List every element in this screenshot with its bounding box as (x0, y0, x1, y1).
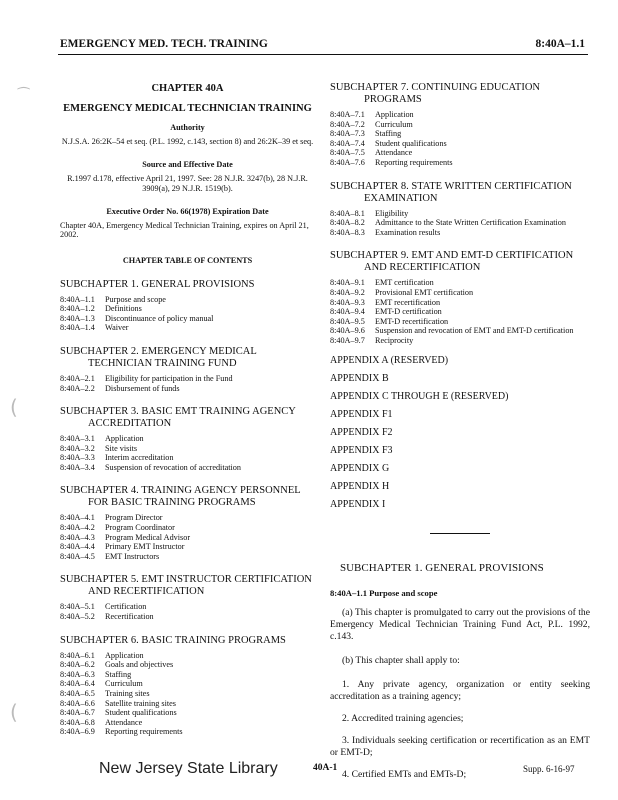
section-number: 8:40A–4.2 (60, 523, 95, 533)
toc-row (330, 218, 590, 228)
section-heading: 8:40A–1.1 Purpose and scope (330, 588, 438, 599)
subchapter-title-text: SUBCHAPTER 2. EMERGENCY MEDICAL (60, 345, 257, 357)
page-number: 40A-1 (313, 763, 338, 773)
section-title: Curriculum (105, 679, 143, 689)
subchapter-title (60, 279, 315, 291)
subchapter-title (330, 181, 590, 205)
toc-row (60, 542, 315, 552)
section-number: 8:40A–9.2 (330, 287, 365, 297)
subchapter-entry (60, 406, 315, 472)
appendix-entry: APPENDIX G (330, 462, 390, 474)
source-text: R.1997 d.178, effective April 21, 1997. See: 28 N.J.R. 3247(b), 28 N.J.R. 3909(a), 29 N.J.R. 1519(b). (67, 173, 308, 193)
subchapter-title-text: SUBCHAPTER 9. EMT AND EMT-D CERTIFICATION (330, 250, 574, 262)
authority-text: N.J.S.A. 26:2K–54 et seq. (P.L. 1992, c.143, section 8) and 26:2K–39 et seq. (61, 136, 314, 146)
paragraph-b: (b) This chapter shall apply to: (342, 654, 460, 666)
section-number: 8:40A–1.2 (60, 304, 95, 314)
section-title: Program Medical Advisor (105, 532, 191, 542)
subchapter-title (330, 250, 590, 274)
subchapter-title-text: SUBCHAPTER 6. BASIC TRAINING PROGRAMS (60, 634, 286, 646)
subchapter-title (60, 346, 315, 370)
section-title: Examination results (375, 227, 441, 237)
section-title: Recertification (105, 612, 154, 622)
appendix-entry: APPENDIX F2 (330, 426, 393, 438)
toc-row (60, 699, 315, 709)
section-title: Eligibility (375, 208, 409, 218)
section-title: EMT-D certification (375, 307, 442, 317)
section-number: 8:40A–3.2 (60, 443, 95, 453)
toc-row (60, 523, 315, 533)
section-title: Waiver (105, 323, 129, 333)
toc-row (60, 463, 315, 473)
section-list (330, 278, 590, 345)
section-title: Student qualifications (375, 138, 447, 148)
toc-row (60, 374, 315, 384)
appendix-entry: APPENDIX B (330, 372, 389, 384)
toc-row (60, 708, 315, 718)
subchapter-entry (60, 346, 315, 393)
toc-row (60, 718, 315, 728)
section-title: Discontinuance of policy manual (105, 313, 214, 323)
section-title: EMT recertification (375, 297, 441, 307)
section-title: EMT certification (375, 278, 434, 288)
subchapter-title-continued: PROGRAMS (364, 94, 422, 105)
toc-row (60, 295, 315, 305)
subchapter-entry (60, 635, 315, 737)
toc-row (60, 384, 315, 394)
toc-row (330, 288, 590, 298)
section-number: 8:40A–7.1 (330, 110, 365, 119)
subchapter-title (330, 82, 590, 106)
header-rule (58, 54, 588, 55)
toc-row (60, 304, 315, 314)
section-list (60, 374, 315, 393)
section-title: Training sites (105, 689, 150, 698)
section-title: Curriculum (375, 119, 413, 129)
section-number: 8:40A–6.1 (60, 650, 95, 660)
section-title: Program Director (105, 513, 163, 523)
authority-heading: Authority (170, 123, 205, 133)
section-number: 8:40A–3.3 (60, 453, 95, 463)
section-title: Site visits (105, 443, 138, 453)
section-number: 8:40A–2.2 (60, 383, 95, 393)
appendix-entry: APPENDIX A (RESERVED) (330, 354, 449, 366)
toc-row (330, 148, 590, 158)
section-title: Suspension and revocation of EMT and EMT-D certification (375, 326, 574, 336)
appendix-entry: APPENDIX F3 (330, 444, 393, 456)
toc-row (60, 552, 315, 562)
section-divider (430, 533, 490, 534)
section-title: Disbursement of funds (105, 383, 180, 393)
section-title: Certification (105, 602, 147, 612)
toc-row (330, 110, 590, 120)
section-number: 8:40A–8.1 (330, 208, 365, 218)
section-number: 8:40A–4.1 (60, 513, 95, 523)
toc-row (60, 314, 315, 324)
toc-row (60, 323, 315, 333)
item-2: 2. Accredited training agencies; (342, 712, 464, 724)
subchapter-title-continued: ACCREDITATION (88, 418, 172, 430)
section-number: 8:40A–3.1 (60, 434, 95, 444)
section-list (60, 295, 315, 333)
toc-row (330, 278, 590, 288)
section-number: 8:40A–9.5 (330, 316, 365, 326)
section-title: Application (105, 650, 144, 660)
section-number: 8:40A–3.4 (60, 462, 95, 472)
section-title: Program Coordinator (105, 523, 175, 533)
margin-mark: ⁀ (18, 88, 30, 104)
section-list (60, 602, 315, 621)
section-title: Attendance (375, 148, 413, 158)
subchapter-title-text: SUBCHAPTER 4. TRAINING AGENCY PERSONNEL (60, 485, 301, 497)
toc-row (60, 689, 315, 699)
chapter-title: EMERGENCY MEDICAL TECHNICIAN TRAINING (63, 102, 312, 114)
library-stamp: New Jersey State Library (99, 760, 278, 777)
section-list (330, 110, 590, 168)
toc-row (330, 317, 590, 327)
subchapter-title (60, 635, 315, 647)
toc-row (330, 326, 590, 336)
section-title: Reporting requirements (375, 157, 453, 167)
appendix-entry: APPENDIX H (330, 480, 390, 492)
section-number: 8:40A–6.4 (60, 679, 95, 689)
subchapter-entry (330, 250, 590, 345)
section-title: Attendance (105, 717, 143, 727)
subchapter-title-continued: TECHNICIAN TRAINING FUND (88, 357, 237, 369)
toc-row (330, 228, 590, 238)
section-number: 8:40A–4.5 (60, 551, 95, 561)
section-title: Provisional EMT certification (375, 287, 474, 297)
toc-right-list (330, 82, 590, 346)
section-number: 8:40A–5.2 (60, 612, 95, 622)
page-footer (0, 760, 618, 780)
section-title: Staffing (105, 669, 132, 679)
toc-row (60, 727, 315, 737)
toc-row (60, 612, 315, 622)
section-title: Reciprocity (375, 335, 414, 345)
subchapter-entry (60, 279, 315, 333)
section-number: 8:40A–8.2 (330, 218, 365, 228)
section-title: Purpose and scope (105, 294, 166, 304)
toc-row (60, 513, 315, 523)
section-number: 8:40A–9.1 (330, 278, 365, 288)
section-title: Application (105, 434, 144, 444)
toc-row (60, 444, 315, 454)
section-title: Student qualifications (105, 708, 177, 718)
toc-row (60, 533, 315, 543)
appendix-list (330, 354, 590, 511)
section-number: 8:40A–1.1 (60, 294, 95, 304)
section-title: Staffing (375, 129, 402, 139)
item-3: 3. Individuals seeking certification or recertification as an EMT or EMT-D; (330, 734, 590, 758)
subchapter-entry (330, 82, 590, 168)
section-list (60, 513, 315, 561)
section-list (60, 651, 315, 737)
subchapter-entry (60, 485, 315, 561)
subchapter-title (60, 485, 315, 509)
item-1: 1. Any private agency, organization or entity seeking accreditation as a training agency; (330, 678, 590, 702)
section-title: Suspension of revocation of accreditation (105, 462, 241, 472)
section-title: Reporting requirements (105, 727, 183, 737)
section-number: 8:40A–6.3 (60, 669, 95, 679)
section-title: EMT-D recertification (375, 316, 449, 326)
source-heading: Source and Effective Date (142, 160, 233, 170)
subchapter-title-text: SUBCHAPTER 1. GENERAL PROVISIONS (60, 278, 255, 290)
margin-mark: ( (10, 700, 18, 724)
subchapter-title-text: SUBCHAPTER 3. BASIC EMT TRAINING AGENCY (60, 406, 296, 418)
section-number: 8:40A–6.7 (60, 708, 95, 718)
appendix-entry: APPENDIX I (330, 498, 386, 510)
paragraph-a: (a) This chapter is promulgated to carry out the provisions of the Emergency Medical Technician Training Fund Act, P.L. 1992, c.143. (330, 606, 590, 642)
toc-heading: CHAPTER TABLE OF CONTENTS (122, 255, 253, 265)
section-list (60, 434, 315, 472)
toc-left-list (60, 279, 315, 737)
section-title: EMT Instructors (105, 551, 160, 561)
subchapter-title-continued: AND RECERTIFICATION (364, 262, 481, 274)
toc-row (60, 660, 315, 670)
section-title: Goals and objectives (105, 660, 174, 670)
section-number: 8:40A–6.2 (60, 660, 95, 670)
toc-row (330, 129, 590, 139)
subchapter-title (60, 406, 315, 430)
section-number: 8:40A–7.6 (330, 157, 365, 167)
section-number: 8:40A–1.3 (60, 313, 95, 323)
toc-row (330, 120, 590, 130)
toc-row (330, 158, 590, 168)
supplement-date: Supp. 6-16-97 (523, 764, 575, 774)
section-number: 8:40A–6.6 (60, 698, 95, 708)
subchapter-title (60, 574, 315, 598)
subchapter-entry (60, 574, 315, 621)
section-number: 8:40A–8.3 (330, 227, 365, 237)
section-number: 8:40A–6.5 (60, 689, 95, 698)
toc-row (60, 434, 315, 444)
left-column (60, 82, 315, 737)
subchapter-entry (330, 181, 590, 238)
section-number: 8:40A–7.4 (330, 138, 365, 148)
section-list (330, 209, 590, 238)
subchapter-title-text: SUBCHAPTER 7. CONTINUING EDUCATION (330, 82, 540, 93)
section-title: Definitions (105, 304, 142, 314)
section-number: 8:40A–2.1 (60, 373, 95, 383)
section-number: 8:40A–4.4 (60, 542, 95, 552)
section-number: 8:40A–9.7 (330, 335, 365, 345)
toc-row (330, 139, 590, 149)
section-number: 8:40A–6.8 (60, 717, 95, 727)
toc-row (330, 298, 590, 308)
toc-row (60, 453, 315, 463)
header-title: EMERGENCY MED. TECH. TRAINING (60, 38, 268, 50)
section-number: 8:40A–7.3 (330, 129, 365, 139)
section-number: 8:40A–7.5 (330, 148, 365, 158)
body-subchapter-heading: SUBCHAPTER 1. GENERAL PROVISIONS (340, 561, 544, 574)
subchapter-title-continued: FOR BASIC TRAINING PROGRAMS (88, 497, 256, 509)
section-number: 8:40A–4.3 (60, 532, 95, 542)
section-title: Admittance to the State Written Certification Examination (375, 218, 566, 228)
expiration-text: Chapter 40A, Emergency Medical Technician Training, expires on April 21, 2002. (60, 220, 309, 240)
subchapter-title-text: SUBCHAPTER 5. EMT INSTRUCTOR CERTIFICATION (60, 574, 312, 586)
section-number: 8:40A–9.6 (330, 326, 365, 336)
expiration-heading: Executive Order No. 66(1978) Expiration Date (106, 207, 269, 217)
appendix-entry: APPENDIX C THROUGH E (RESERVED) (330, 390, 509, 402)
section-title: Interim accreditation (105, 453, 174, 463)
item-4: 4. Certified EMTs and EMTs-D; (342, 768, 467, 780)
toc-row (60, 679, 315, 689)
subchapter-title-continued: AND RECERTIFICATION (88, 586, 205, 598)
section-number: 8:40A–1.4 (60, 323, 95, 333)
section-number: 8:40A–7.2 (330, 119, 365, 129)
toc-row (330, 307, 590, 317)
toc-row (330, 336, 590, 346)
section-title: Primary EMT Instructor (105, 542, 185, 552)
chapter-label: CHAPTER 40A (151, 83, 224, 94)
subchapter-title-text: SUBCHAPTER 8. STATE WRITTEN CERTIFICATION (330, 180, 572, 192)
toc-row (60, 602, 315, 612)
section-number: 8:40A–5.1 (60, 602, 95, 612)
section-number: 8:40A–9.3 (330, 297, 365, 307)
section-title: Application (375, 110, 414, 119)
appendix-entry: APPENDIX F1 (330, 408, 393, 420)
subchapter-title-continued: EXAMINATION (364, 192, 438, 204)
section-number: 8:40A–9.4 (330, 307, 365, 317)
header-section-number: 8:40A–1.1 (535, 38, 585, 50)
section-number: 8:40A–6.9 (60, 727, 95, 737)
toc-row (60, 670, 315, 680)
right-column (330, 82, 590, 781)
toc-row (330, 209, 590, 219)
margin-mark: ( (10, 395, 18, 419)
toc-row (60, 651, 315, 661)
section-title: Satellite training sites (105, 698, 176, 708)
section-title: Eligibility for participation in the Fund (105, 373, 233, 383)
